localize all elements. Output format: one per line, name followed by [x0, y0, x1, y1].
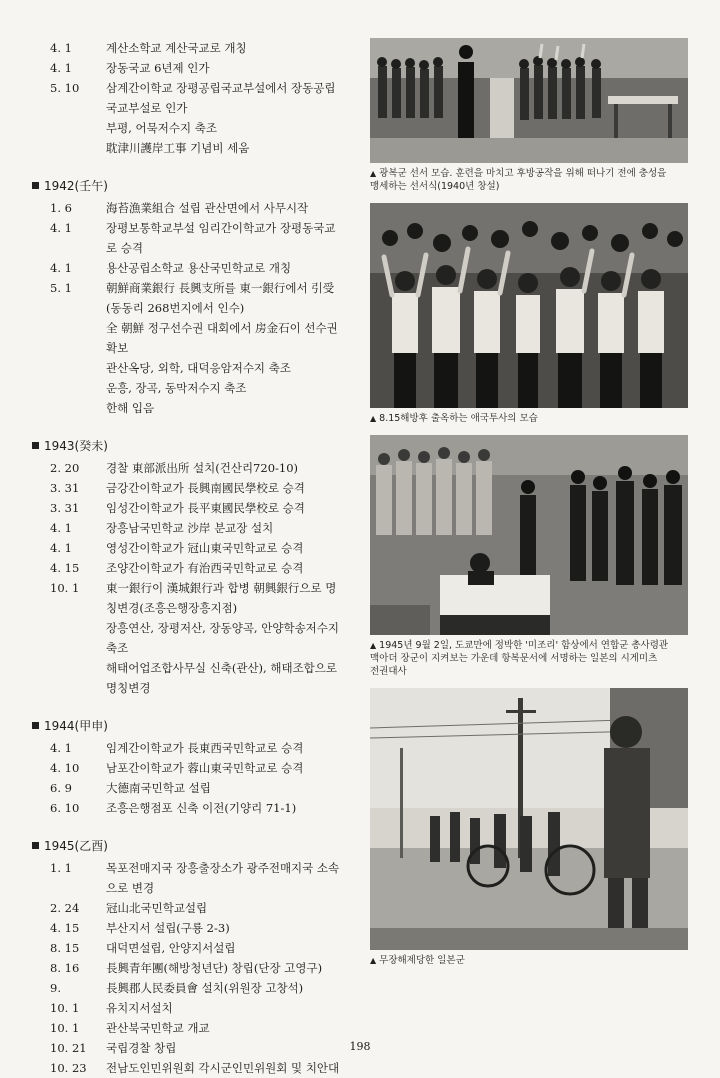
photo-released-patriots-image: [370, 203, 688, 408]
chronology-entry-continuation: [30, 618, 370, 638]
photo-liberation-army-oath: [370, 38, 688, 163]
chronology-entry: [30, 38, 370, 58]
entry-text: 임성간이학교가 長平東國民學校로 승격: [106, 501, 305, 515]
chronology-entry: [30, 578, 370, 598]
chronology-entry-continuation: [30, 318, 370, 338]
caption-4-line-1: 무장해제당한 일본군: [379, 955, 465, 966]
square-bullet-icon: [32, 442, 39, 449]
entry-date: 10. 1: [50, 1021, 80, 1035]
entry-text: 남포간이학교가 蓉山東국민학교로 승격: [106, 761, 304, 775]
entry-text: 海苔漁業組合 설립 관산면에서 사무시작: [106, 201, 309, 215]
entry-text: 장평보통학교부설 임리간이학교가 장평동국교: [106, 221, 336, 235]
chronology-entry-continuation: [30, 338, 370, 358]
entry-text: 국교부설로 인가: [106, 101, 188, 115]
chronology-entry: [30, 978, 370, 998]
entry-text: 유치지서설치: [106, 1001, 173, 1015]
page-number: 198: [349, 1040, 371, 1053]
entry-date: 4. 15: [50, 921, 80, 935]
entry-text: 全 朝鮮 정구선수권 대회에서 房金石이 선수권: [106, 321, 338, 335]
year-heading: [32, 716, 370, 736]
chronology-entry-continuation: [30, 658, 370, 678]
entry-text: 관산옥당, 외학, 대덕응암저수지 축조: [106, 361, 291, 375]
chronology-entry: [30, 498, 370, 518]
chronology-entry: [30, 258, 370, 278]
chronology-entry-continuation: [30, 138, 370, 158]
entry-date: 4. 1: [50, 261, 72, 275]
year-heading: [32, 836, 370, 856]
entry-text: 국립경찰 창립: [106, 1041, 177, 1055]
square-bullet-icon: [32, 842, 39, 849]
entry-text: 長興青年團(해방청년단) 창립(단장 고영구): [106, 961, 323, 975]
chronology-entry: [30, 778, 370, 798]
chronology-entry-continuation: [30, 358, 370, 378]
caption-1: [370, 167, 688, 193]
entry-text: 금강간이학교가 長興南國民學校로 승격: [106, 481, 305, 495]
triangle-bullet-icon: ▲: [370, 641, 377, 650]
caption-2-line-1: 8.15해방후 출옥하는 애국투사의 모습: [379, 413, 538, 424]
entry-date: 2. 20: [50, 461, 80, 475]
entry-date: 5. 10: [50, 81, 80, 95]
entry-date: 4. 1: [50, 741, 72, 755]
chronology-entry: [30, 538, 370, 558]
entry-text: 東一銀行이 漢城銀行과 합병 朝興銀行으로 명: [106, 581, 337, 595]
entry-date: 4. 1: [50, 221, 72, 235]
entry-text: 경찰 東部派出所 설치(건산리720-10): [106, 461, 299, 475]
chronology-entry: [30, 798, 370, 818]
caption-3-line-3: 전권대사: [370, 666, 407, 677]
caption-2: [370, 412, 688, 425]
entry-text: 명칭변경: [106, 681, 151, 695]
caption-4: [370, 954, 688, 967]
entry-text: 한해 입음: [106, 401, 155, 415]
entry-date: 4. 1: [50, 541, 72, 555]
chronology-entry-continuation: [30, 238, 370, 258]
chronology-entry: [30, 918, 370, 938]
entry-text: 운흥, 장곡, 동막저수지 축조: [106, 381, 247, 395]
chronology-entry: [30, 518, 370, 538]
entry-text: 해태어업조합사무실 신축(관산), 해태조합으로: [106, 661, 338, 675]
year-label: 1944(甲申): [44, 719, 108, 733]
entry-date: 3. 31: [50, 501, 80, 515]
chronology-entry: [30, 858, 370, 878]
entry-text: 계산소학교 계산국교로 개칭: [106, 41, 247, 55]
triangle-bullet-icon: ▲: [370, 414, 377, 423]
caption-1-line-2: 맹세하는 선서식(1940년 창설): [370, 181, 500, 192]
entry-text: 영성간이학교가 冠山東국민학교로 승격: [106, 541, 304, 555]
entry-date: 10. 1: [50, 1001, 80, 1015]
chronology-entry-continuation: [30, 678, 370, 698]
chronology-entry-continuation: [30, 598, 370, 618]
entry-text: 삼계간이학교 장평공립국교부설에서 장동공립: [106, 81, 336, 95]
entry-text: 耽津川護岸工事 기념비 세움: [106, 141, 250, 155]
entry-text: 용산공립소학교 용산국민학교로 개칭: [106, 261, 292, 275]
chronology-entry-continuation: [30, 298, 370, 318]
entry-text: 전남도인민위원회 각시군인민위원회 및 치안대: [106, 1061, 340, 1075]
entry-date: 8. 15: [50, 941, 80, 955]
entry-text: 朝鮮商業銀行 長興支所를 東一銀行에서 引受: [106, 281, 335, 295]
chronology-entry-continuation: [30, 398, 370, 418]
chronology-entry: [30, 1058, 370, 1078]
photo-disarmed-soldiers-image: [370, 688, 688, 950]
entry-text: 으로 변경: [106, 881, 155, 895]
year-heading: [32, 436, 370, 456]
photo-surrender-signing-image: [370, 435, 688, 635]
chronology-entry: [30, 58, 370, 78]
entry-text: 장흥남국민학교 沙岸 분교장 설치: [106, 521, 274, 535]
chronology-entry-continuation: [30, 878, 370, 898]
photo-released-patriots: [370, 203, 688, 408]
entry-date: 8. 16: [50, 961, 80, 975]
chronology-entry: [30, 78, 370, 98]
photo-column: [370, 38, 688, 977]
entry-text: 장흥연산, 장평저산, 장동양곡, 안양학송저수지: [106, 621, 340, 635]
entry-text: 대덕면설립, 안양지서설립: [106, 941, 236, 955]
entry-date: 2. 24: [50, 901, 80, 915]
square-bullet-icon: [32, 722, 39, 729]
year-heading: [32, 176, 370, 196]
entry-text: 조양간이학교가 有治西국민학교로 승격: [106, 561, 304, 575]
chronology-entry: [30, 458, 370, 478]
caption-3-line-1: 1945년 9월 2일, 도쿄만에 정박한 '미조리' 함상에서 연합군 총사령관: [379, 640, 669, 651]
entry-date: 6. 10: [50, 801, 80, 815]
chronology-entry: [30, 758, 370, 778]
entry-text: 장동국교 6년제 인가: [106, 61, 210, 75]
chronology-entry: [30, 898, 370, 918]
entry-date: 4. 10: [50, 761, 80, 775]
entry-date: 10. 23: [50, 1061, 87, 1075]
entry-text: 조흥은행점포 신축 이전(기양리 71-1): [106, 801, 297, 815]
entry-text: 칭변경(조흥은행장흥지점): [106, 601, 238, 615]
photo-surrender-signing: [370, 435, 688, 635]
entry-date: 6. 9: [50, 781, 72, 795]
entry-date: 9.: [50, 981, 61, 995]
entry-text: (동동리 268번지에서 인수): [106, 301, 245, 315]
entry-text: 부산지서 설립(구룡 2-3): [106, 921, 230, 935]
entry-text: 冠山北국민학교설립: [106, 901, 208, 915]
entry-date: 1. 1: [50, 861, 72, 875]
entry-date: 3. 31: [50, 481, 80, 495]
entry-text: 확보: [106, 341, 129, 355]
entry-date: 1. 6: [50, 201, 72, 215]
triangle-bullet-icon: ▲: [370, 169, 377, 178]
entry-text: 임계간이학교가 長東西국민학교로 승격: [106, 741, 304, 755]
chronology-entry: [30, 218, 370, 238]
triangle-bullet-icon: ▲: [370, 956, 377, 965]
chronology-entry-continuation: [30, 638, 370, 658]
chronology-column: [30, 38, 370, 1078]
caption-1-line-1: 광복군 선서 모습. 훈련을 마치고 후방공작을 위해 떠나기 전에 충성을: [379, 168, 667, 179]
entry-date: 4. 1: [50, 41, 72, 55]
chronology-entry: [30, 478, 370, 498]
chronology-entry: [30, 558, 370, 578]
chronology-entry-continuation: [30, 98, 370, 118]
caption-3-line-2: 맥아더 장군이 지켜보는 가운데 항복문서에 서명하는 일본의 시게미츠: [370, 653, 658, 664]
chronology-entry: [30, 738, 370, 758]
entry-text: 부평, 어묵저수지 축조: [106, 121, 217, 135]
chronology-entry-continuation: [30, 118, 370, 138]
chronology-entry-continuation: [30, 378, 370, 398]
photo-liberation-army-oath-image: [370, 38, 688, 163]
entry-text: 목포전매지국 장흥출장소가 광주전매지국 소속: [106, 861, 340, 875]
entry-text: 축조: [106, 641, 129, 655]
year-label: 1943(癸未): [44, 439, 108, 453]
chronology-entry: [30, 958, 370, 978]
entry-text: 大德南국민학교 설립: [106, 781, 211, 795]
chronology-entry: [30, 998, 370, 1018]
year-label: 1945(乙酉): [44, 839, 108, 853]
square-bullet-icon: [32, 182, 39, 189]
entry-text: 長興郡人民委員會 설치(위원장 고창석): [106, 981, 304, 995]
entry-date: 4. 1: [50, 61, 72, 75]
chronology-entry: [30, 1018, 370, 1038]
entry-date: 5. 1: [50, 281, 72, 295]
photo-disarmed-soldiers: [370, 688, 688, 950]
caption-3: [370, 639, 688, 678]
entry-date: 4. 1: [50, 521, 72, 535]
entry-date: 4. 15: [50, 561, 80, 575]
chronology-entry: [30, 198, 370, 218]
entry-text: 관산북국민학교 개교: [106, 1021, 210, 1035]
chronology-entry: [30, 938, 370, 958]
entry-text: 로 승격: [106, 241, 143, 255]
year-label: 1942(壬午): [44, 179, 108, 193]
entry-date: 10. 21: [50, 1041, 87, 1055]
chronology-entry: [30, 278, 370, 298]
entry-date: 10. 1: [50, 581, 80, 595]
